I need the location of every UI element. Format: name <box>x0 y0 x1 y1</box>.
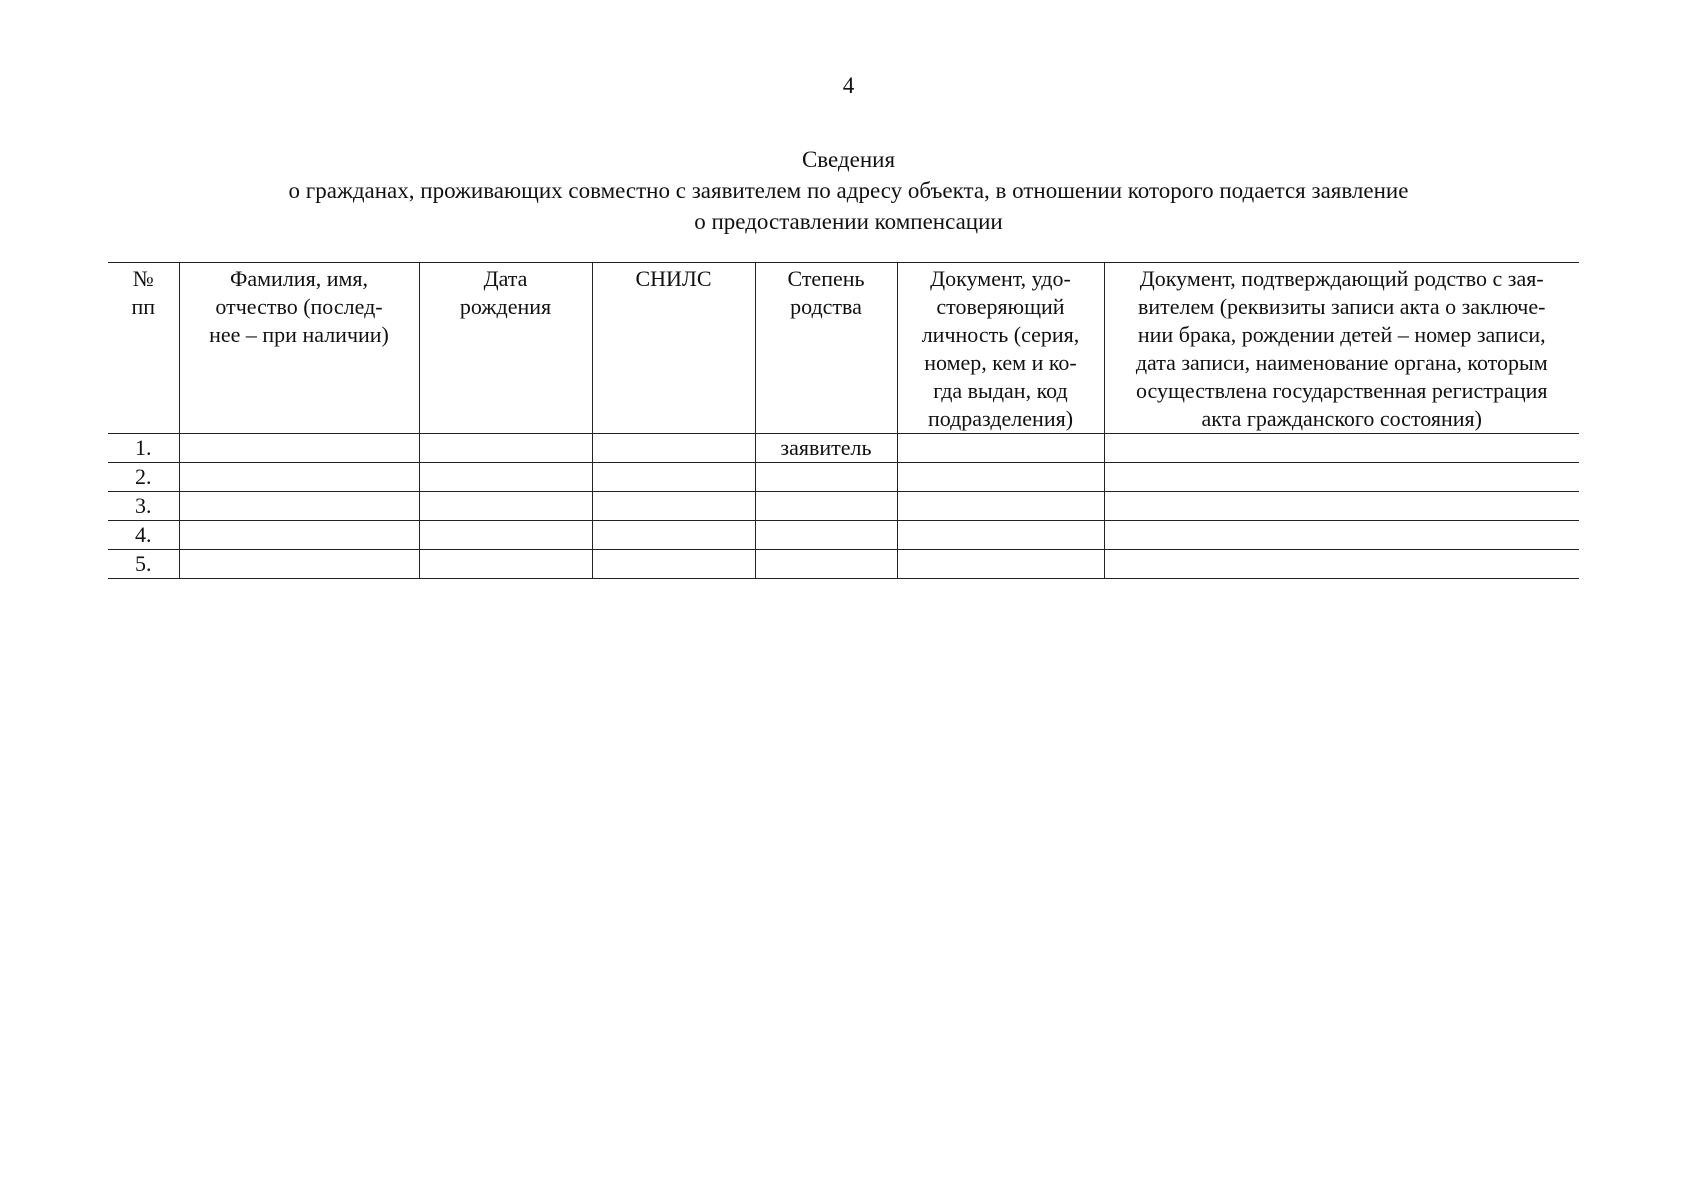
birth-date-cell[interactable] <box>419 463 592 492</box>
snils-cell[interactable] <box>592 492 755 521</box>
identity-document-cell[interactable] <box>897 492 1104 521</box>
table-row <box>108 434 1579 463</box>
header-number: № пп <box>108 263 179 434</box>
document-heading <box>100 144 1597 237</box>
full-name-cell[interactable] <box>179 492 419 521</box>
kinship-document-cell[interactable] <box>1104 434 1579 463</box>
full-name-cell[interactable] <box>179 434 419 463</box>
header-snils: СНИЛС <box>592 263 755 434</box>
snils-cell[interactable] <box>592 550 755 579</box>
header-identity-document: Документ, удо- стоверяющий личность (серия, номер, кем и ко- гда выдан, код подразделения) <box>897 263 1104 434</box>
row-number: 5. <box>108 550 179 579</box>
kinship-document-cell[interactable] <box>1104 492 1579 521</box>
full-name-cell[interactable] <box>179 550 419 579</box>
heading-subtitle-line-1: о гражданах, проживающих совместно с заявителем по адресу объекта, в отношении которого подается заявление <box>288 178 1409 203</box>
table-row <box>108 492 1579 521</box>
row-number: 3. <box>108 492 179 521</box>
snils-cell[interactable] <box>592 463 755 492</box>
relation-degree-cell[interactable] <box>755 492 897 521</box>
header-relation-degree: Степень родства <box>755 263 897 434</box>
identity-document-cell[interactable] <box>897 550 1104 579</box>
full-name-cell[interactable] <box>179 463 419 492</box>
table-header <box>108 263 1579 434</box>
birth-date-cell[interactable] <box>419 550 592 579</box>
identity-document-cell[interactable] <box>897 463 1104 492</box>
heading-title: Сведения <box>801 147 896 172</box>
kinship-document-cell[interactable] <box>1104 463 1579 492</box>
relation-degree-cell[interactable] <box>755 550 897 579</box>
snils-cell[interactable] <box>592 521 755 550</box>
row-number: 1. <box>108 434 179 463</box>
header-row <box>108 263 1579 434</box>
row-number: 4. <box>108 521 179 550</box>
relation-degree-cell[interactable]: заявитель <box>755 434 897 463</box>
snils-cell[interactable] <box>592 434 755 463</box>
citizens-table <box>108 262 1579 579</box>
birth-date-cell[interactable] <box>419 492 592 521</box>
kinship-document-cell[interactable] <box>1104 521 1579 550</box>
identity-document-cell[interactable] <box>897 434 1104 463</box>
full-name-cell[interactable] <box>179 521 419 550</box>
header-birth-date: Дата рождения <box>419 263 592 434</box>
table-row <box>108 550 1579 579</box>
birth-date-cell[interactable] <box>419 521 592 550</box>
table-row <box>108 521 1579 550</box>
header-full-name: Фамилия, имя, отчество (послед- нее – при наличии) <box>179 263 419 434</box>
relation-degree-cell[interactable] <box>755 521 897 550</box>
page-number: 4 <box>842 73 855 98</box>
identity-document-cell[interactable] <box>897 521 1104 550</box>
header-kinship-document: Документ, подтверждающий родство с зая- вителем (реквизиты записи акта о заключе- нии брака, рождении детей – номер записи, дата записи, наименование органа, которым осуществлена государственная регистрация акта гражданского состояния) <box>1104 263 1579 434</box>
kinship-document-cell[interactable] <box>1104 550 1579 579</box>
row-number: 2. <box>108 463 179 492</box>
table-body <box>108 434 1579 579</box>
table-row <box>108 463 1579 492</box>
heading-subtitle-line-2: о предоставлении компенсации <box>694 209 1003 234</box>
birth-date-cell[interactable] <box>419 434 592 463</box>
relation-degree-cell[interactable] <box>755 463 897 492</box>
